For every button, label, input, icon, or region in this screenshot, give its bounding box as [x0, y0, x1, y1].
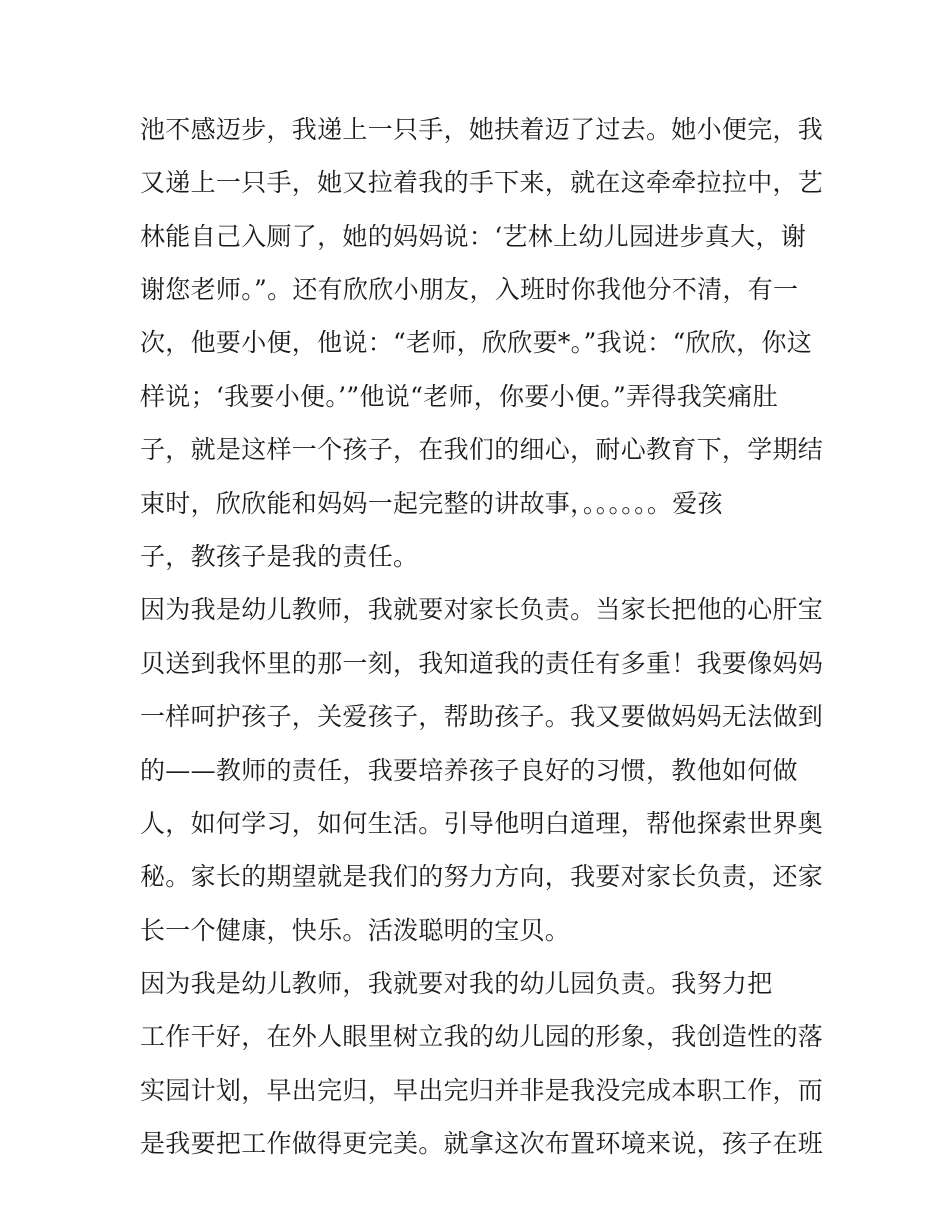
text-line: 样说；‘我要小便。’”他说“老师，你要小便。”弄得我笑痛肚	[140, 382, 778, 411]
text-line: 束时，欣欣能和妈妈一起完整的讲故事，。。。。。。爱孩	[140, 489, 723, 518]
text-line: 工作干好，在外人眼里树立我的幼儿园的形象，我创造性的落	[140, 1022, 824, 1051]
text-line: 林能自己入厕了，她的妈妈说：‘艺林上幼儿园进步真大，谢	[140, 222, 807, 251]
text-line: 实园计划，早出完归，早出完归并非是我没完成本职工作，而	[140, 1076, 824, 1105]
text-line: 因为我是幼儿教师，我就要对我的幼儿园负责。我努力把	[140, 969, 773, 998]
text-line: 子，教孩子是我的责任。	[140, 542, 419, 571]
text-line: 次，他要小便，他说：“老师，欣欣要*。”我说：“欣欣，你这	[140, 328, 813, 357]
text-line: 贝送到我怀里的那一刻，我知道我的责任有多重！我要像妈妈	[140, 649, 824, 678]
text-line: 子，就是这样一个孩子，在我们的细心，耐心教育下，学期结	[140, 435, 824, 464]
text-line: 长一个健康，快乐。活泼聪明的宝贝。	[140, 916, 571, 945]
text-line: 是我要把工作做得更完美。就拿这次布置环境来说，孩子在班	[140, 1129, 824, 1158]
text-line: 人，如何学习，如何生活。引导他明白道理，帮他探索世界奥	[140, 809, 824, 838]
text-line: 谢您老师。”。还有欣欣小朋友，入班时你我他分不清，有一	[140, 275, 799, 304]
text-line: 又递上一只手，她又拉着我的手下来，就在这牵牵拉拉中，艺	[140, 168, 824, 197]
text-line: 秘。家长的期望就是我们的努力方向，我要对家长负责，还家	[140, 862, 824, 891]
text-line: 池不感迈步，我递上一只手，她扶着迈了过去。她小便完，我	[140, 115, 824, 144]
text-line: 一样呵护孩子，关爱孩子，帮助孩子。我又要做妈妈无法做到	[140, 702, 824, 731]
text-line: 的——教师的责任，我要培养孩子良好的习惯，教他如何做	[140, 756, 798, 785]
text-line: 因为我是幼儿教师，我就要对家长负责。当家长把他的心肝宝	[140, 595, 824, 624]
